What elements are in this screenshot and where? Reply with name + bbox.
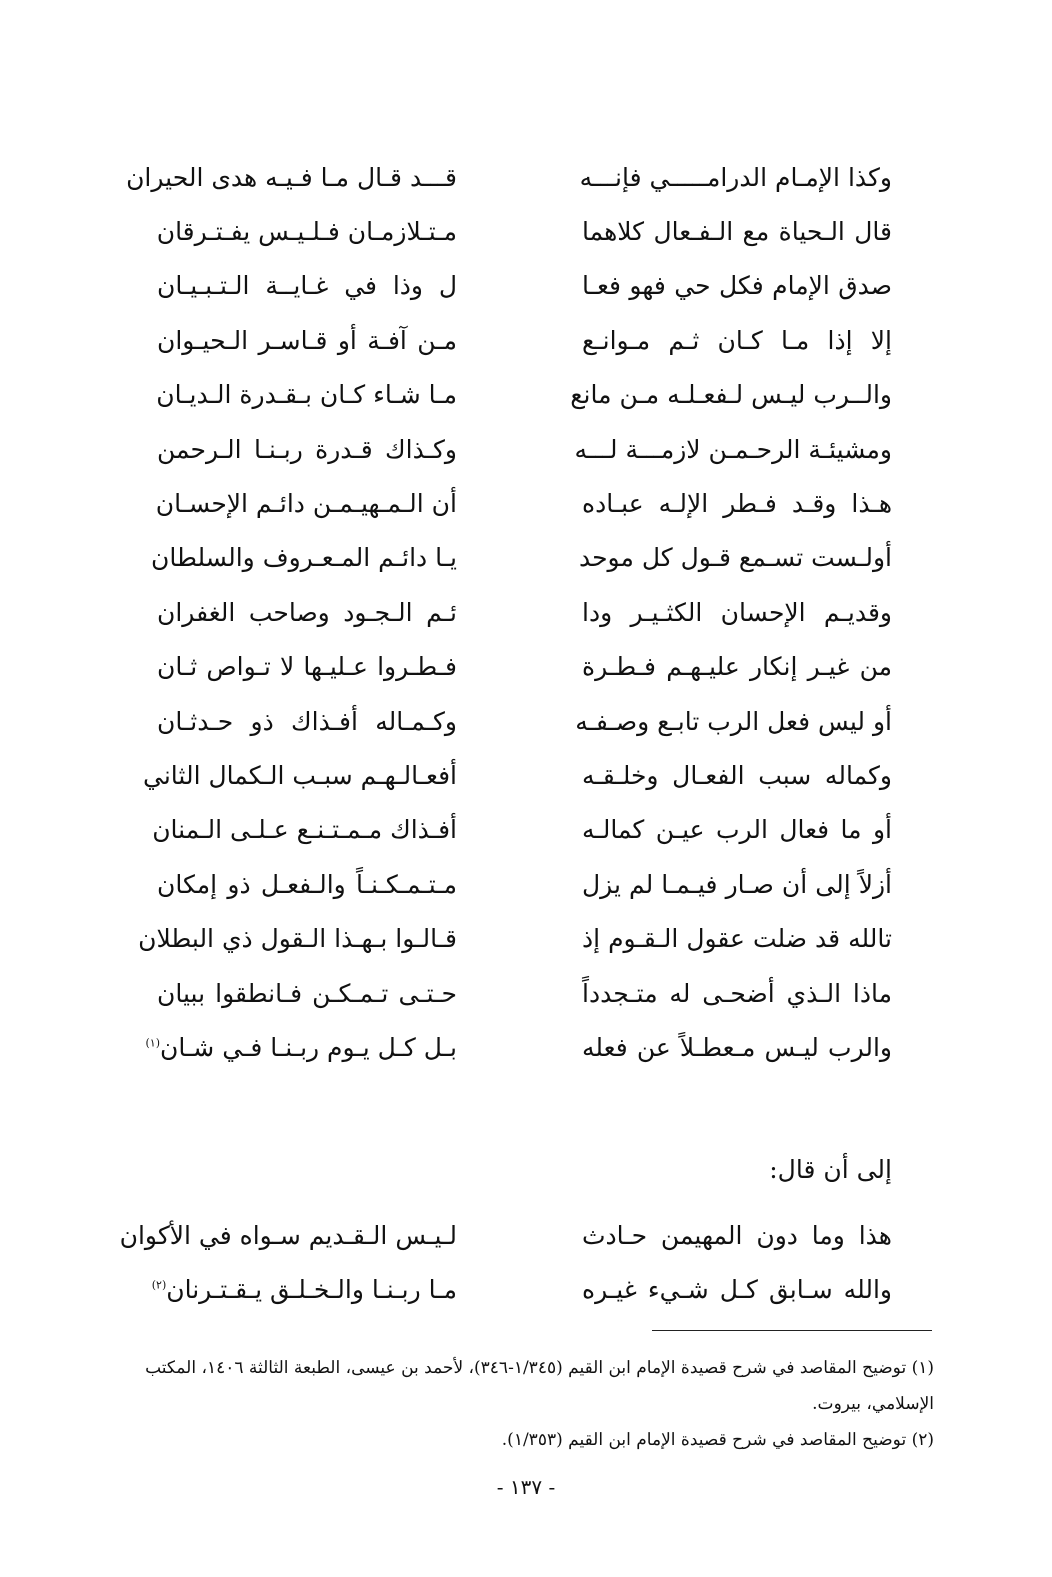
verse-line: [157, 368, 892, 422]
second-hemistich: [126, 162, 457, 192]
second-hemistich-text: يـا دائـم المـعـروف والسلطان: [151, 543, 457, 573]
second-hemistich-text: فـطـروا عـليـها لا تـواص ثـان: [157, 652, 457, 682]
footnote-2: (٢) توضيح المقاصد في شرح قصيدة الإمام ابن القيم (١/٣٥٣).: [501, 1430, 934, 1450]
footnote-marker: (١): [145, 1036, 160, 1050]
second-hemistich: [138, 924, 457, 954]
second-hemistich: [157, 598, 457, 627]
second-hemistich-text: مـا ربـنـا والـخـلـق يـقـتـرنان: [166, 1275, 457, 1305]
second-hemistich-text: أن الـمـهيـمـن دائـم الإحسـان: [155, 489, 457, 519]
first-hemistich: أو ليس فعل الرب تابـع وصـفـه: [575, 706, 892, 736]
first-hemistich: من غيـر إنكار عليـهـم فـطـرة: [582, 652, 892, 682]
second-hemistich: [119, 1220, 457, 1250]
poem-verses-2: [119, 1208, 892, 1317]
verse-line: [157, 476, 892, 530]
first-hemistich: إلا إذا مـا كـان ثـم مـوانـع: [582, 325, 892, 355]
second-hemistich: [157, 652, 457, 681]
verse-line: [157, 640, 892, 694]
footnote-marker: (٢): [151, 1278, 167, 1292]
first-hemistich: وكماله سبب الفعـال وخلـقـه: [582, 760, 892, 790]
footnote-rule: [652, 1330, 932, 1331]
second-hemistich: [152, 815, 457, 845]
second-hemistich-text: حـتـى تـمـكـن فـانطقوا ببيان: [157, 978, 457, 1008]
second-hemistich: [157, 380, 457, 409]
verse-line: [152, 803, 892, 857]
second-hemistich-text: مـن آفـة أو قـاسـر الـحيـوان: [157, 325, 457, 355]
second-hemistich-text: أفعـالـهـم سبـب الـكمال الثاني: [143, 760, 457, 790]
first-hemistich: هذا وما دون المهيمن حـادث: [582, 1220, 892, 1250]
second-hemistich: [157, 707, 457, 736]
first-hemistich: وقديـم الإحسان الكثـيـر ودا: [582, 597, 892, 627]
second-hemistich: [157, 271, 457, 300]
prose-line: إلى أن قال:: [769, 1155, 892, 1184]
verse-line: [126, 150, 892, 204]
verse-line: [138, 911, 892, 965]
footnotes: [116, 1350, 934, 1458]
poem-verses: [126, 150, 892, 1075]
page-number: - ١٣٧ -: [496, 1475, 556, 1499]
first-hemistich: صدق الإمام فكل حي فهو فعـا: [582, 271, 892, 301]
footnote-1: (١) توضيح المقاصد في شرح قصيدة الإمام ابن القيم (١/٣٤٥-٣٤٦)، لأحمد بن عيسى، الطبعة الثالثة ١٤٠٦، المكتب الإسلامي، بيروت.: [145, 1358, 934, 1414]
first-hemistich: ماذا الـذي أضحـى له متـجدداً: [582, 978, 892, 1008]
first-hemistich: والله سـابق كـل شـيء غيـره: [582, 1275, 892, 1305]
first-hemistich: هـذا وقـد فـطر الإلـه عبـاده: [582, 489, 892, 519]
second-hemistich-text: وكـذاك قـدرة ربـنـا الـرحمن: [157, 434, 457, 464]
first-hemistich: والــرب ليـس لـفعـلـه مـن مانع: [570, 380, 892, 410]
verse-line: [143, 748, 892, 802]
verse-line: [157, 694, 892, 748]
first-hemistich: ومشيئـة الرحـمـن لازمـــة لـــه: [574, 434, 892, 464]
first-hemistich: وكذا الإمـام الدرامـــــي فإنـــه: [579, 162, 892, 192]
first-hemistich: قال الـحياة مع الـفـعال كلاهما: [582, 217, 892, 247]
first-hemistich: والرب ليـس مـعطـلاً عن فعله: [582, 1032, 892, 1062]
second-hemistich: [157, 489, 457, 518]
second-hemistich-text: مـتـلازمـان فـلـيـس يفـتـرقان: [156, 217, 457, 247]
verse-line: [157, 966, 892, 1020]
second-hemistich: [157, 435, 457, 464]
second-hemistich-text: قـالـوا بـهـذا الـقول ذي البطلان: [138, 924, 457, 954]
second-hemistich-text: لـيـس الـقـديم سـواه في الأكوان: [119, 1220, 457, 1250]
verse-line: [157, 204, 892, 258]
verse-line: [119, 1208, 892, 1262]
second-hemistich-text: ل وذا في غـايــة الـتـبـيـان: [157, 271, 457, 301]
second-hemistich-text: وكـمـاله أفـذاك ذو حـدثـان: [157, 706, 457, 736]
second-hemistich: [157, 979, 457, 1008]
second-hemistich: [151, 1275, 457, 1305]
second-hemistich: [157, 326, 457, 355]
second-hemistich-text: أفـذاك مـمـتـنـع عـلـى الـمنان: [152, 815, 457, 845]
second-hemistich-text: مـتـمـكـنـاً والـفعـل ذو إمكان: [157, 869, 457, 899]
verse-line: [151, 531, 892, 585]
verse-line: [157, 857, 892, 911]
first-hemistich: تالله قد ضلت عقول الـقـوم إذ: [582, 924, 892, 954]
verse-line: [157, 422, 892, 476]
first-hemistich: أزلاً إلى أن صـار فيـمـا لم يزل: [582, 869, 892, 899]
second-hemistich: [157, 217, 457, 246]
verse-line: [151, 1262, 892, 1316]
verse-line: [145, 1020, 892, 1074]
verse-line: [157, 585, 892, 639]
second-hemistich-text: قـــد قـال مـا فـيـه هدى الحيران: [126, 162, 457, 192]
second-hemistich: [145, 1032, 457, 1062]
first-hemistich: أولـست تسـمع قـول كل موحد: [578, 543, 892, 573]
verse-line: [157, 259, 892, 313]
verse-line: [157, 313, 892, 367]
second-hemistich: [151, 543, 457, 573]
second-hemistich-text: مـا شـاء كـان بـقـدرة الـديـان: [156, 380, 457, 410]
second-hemistich: [157, 870, 457, 899]
second-hemistich: [143, 760, 457, 790]
second-hemistich-text: ئـم الـجـود وصاحب الغفران: [157, 597, 457, 627]
first-hemistich: أو ما فعال الرب عيـن كمالـه: [582, 815, 892, 845]
second-hemistich-text: بـل كـل يـوم ربـنـا فـي شـان: [160, 1032, 457, 1062]
